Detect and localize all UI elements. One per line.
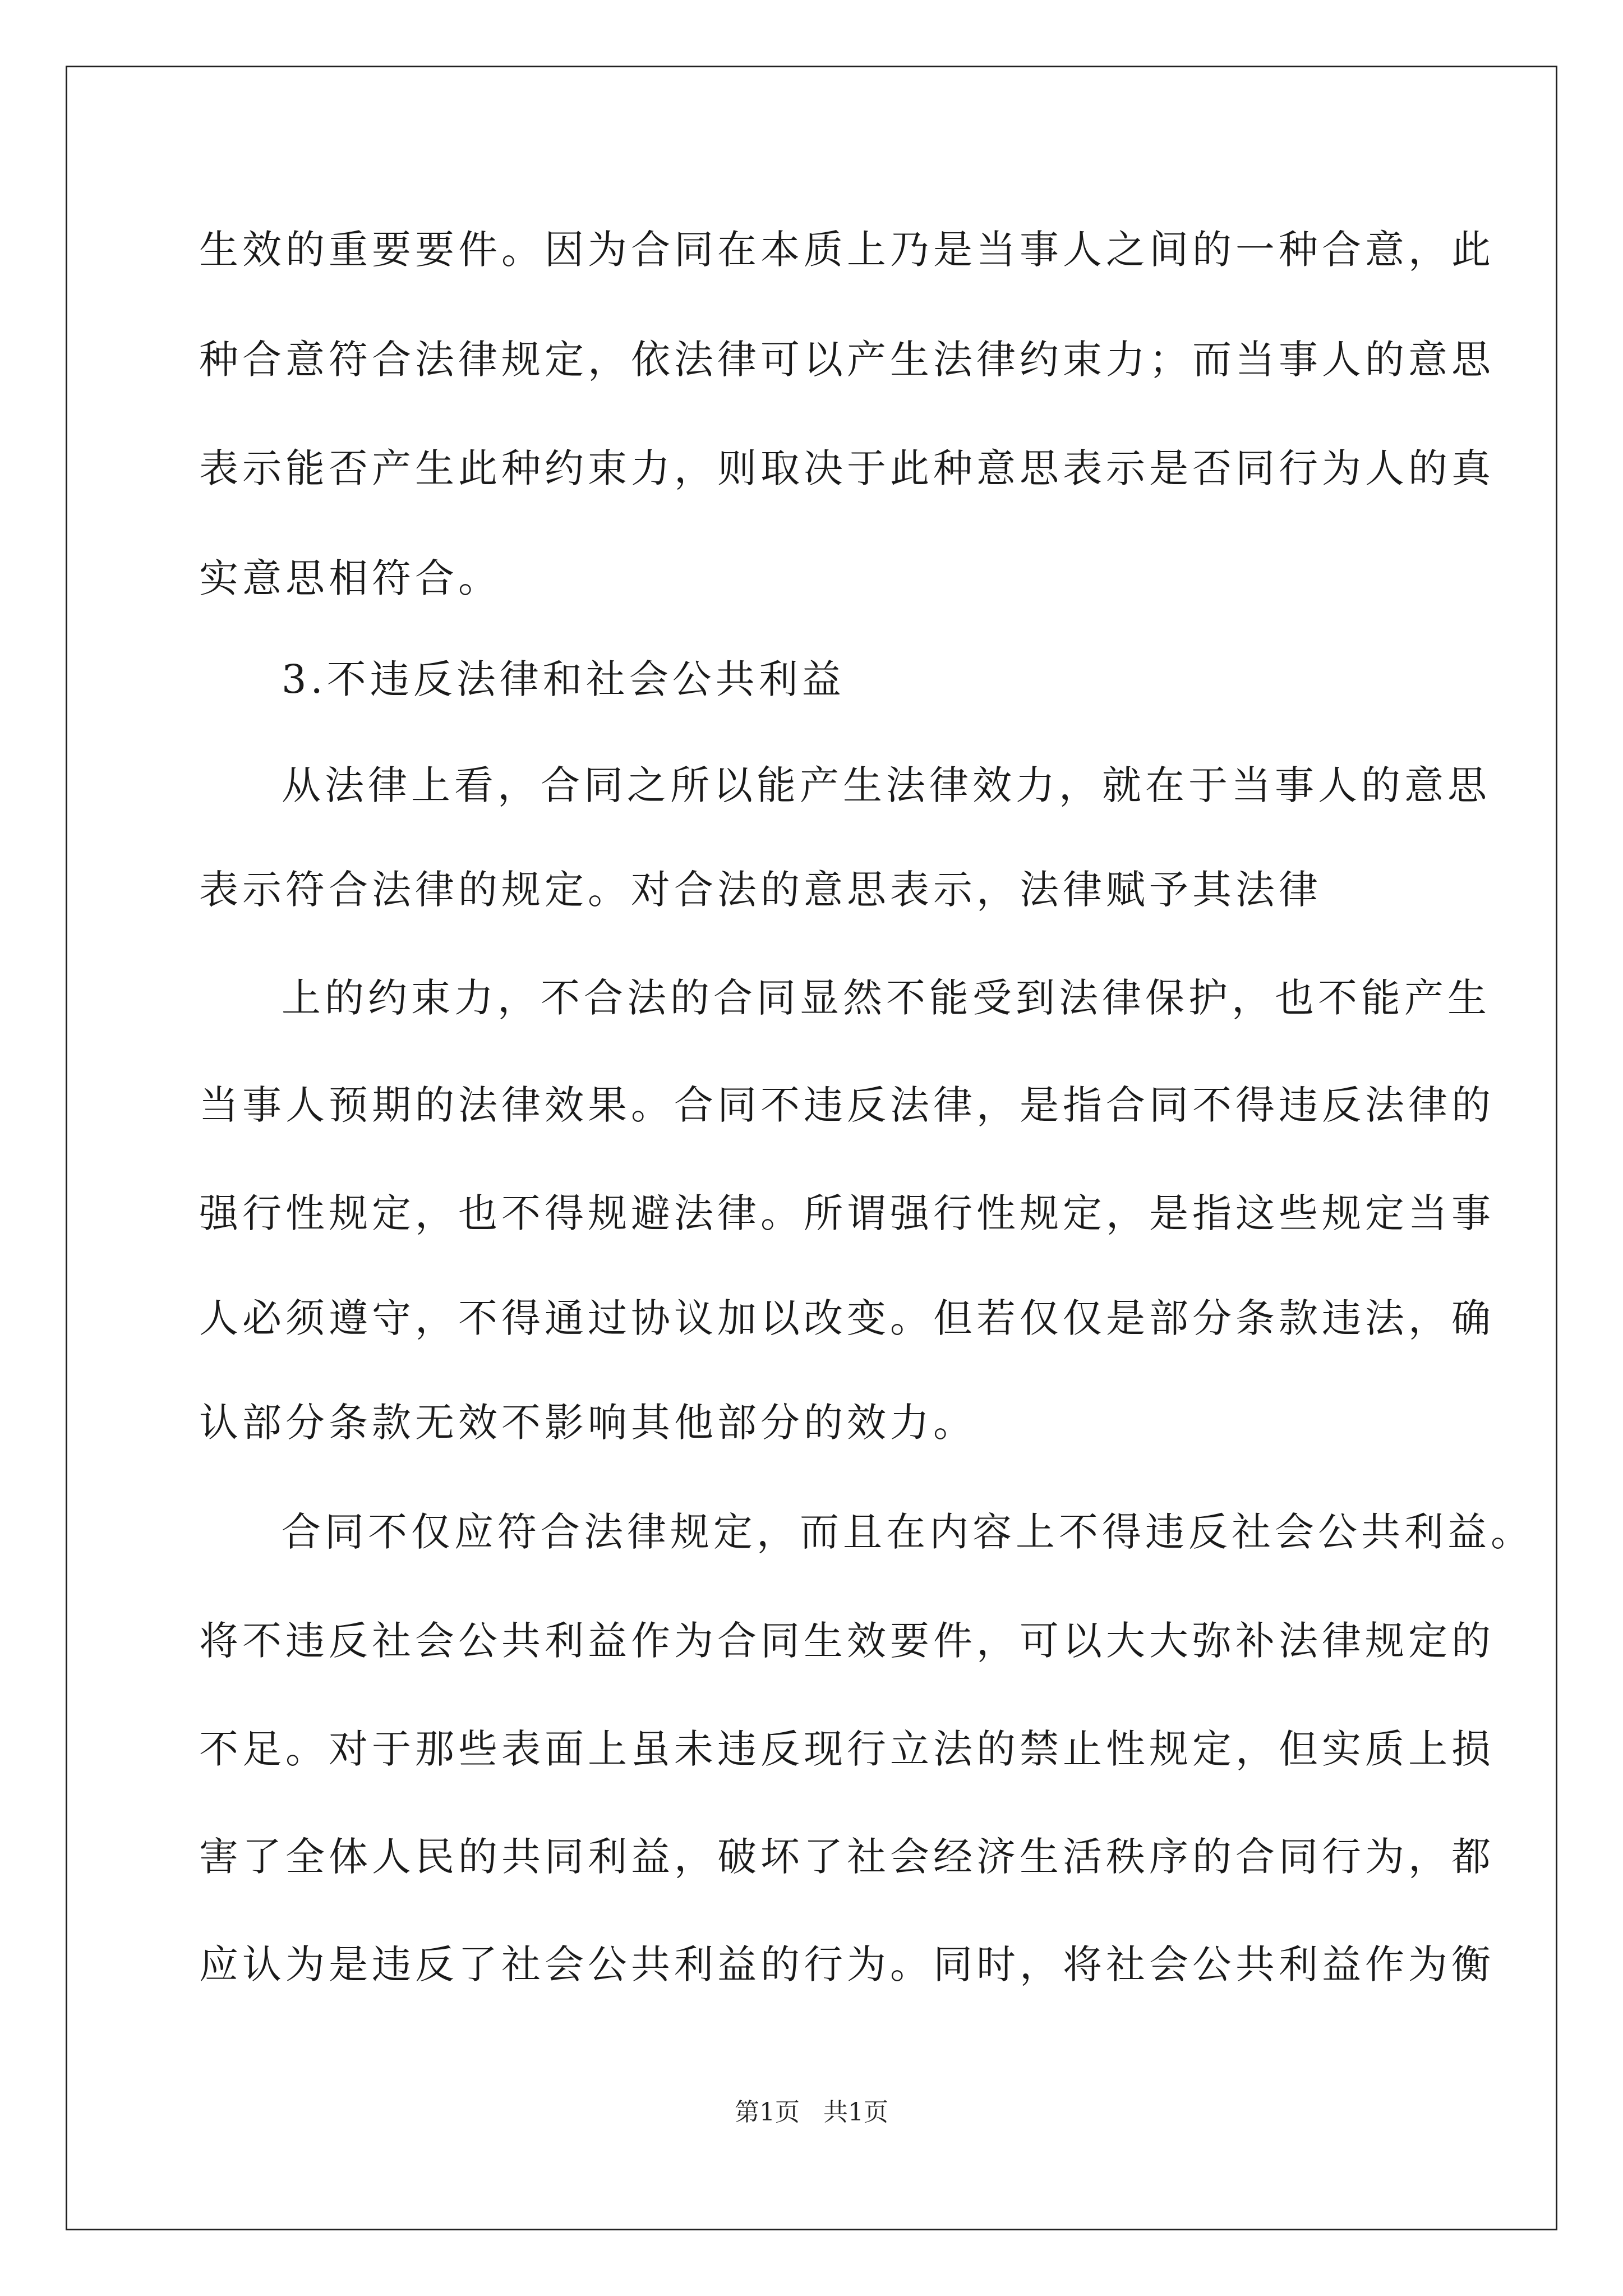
body-text-line: 害了全体人民的共同利益，破坏了社会经济生活秩序的合同行为，都 bbox=[199, 1834, 1495, 1880]
body-text-line: 不足。对于那些表面上虽未违反现行立法的禁止性规定，但实质上损 bbox=[199, 1726, 1495, 1772]
body-text-line: 表示符合法律的规定。对合法的意思表示，法律赋予其法律 bbox=[199, 867, 1322, 913]
body-text-line: 强行性规定，也不得规避法律。所谓强行性规定，是指这些规定当事 bbox=[199, 1190, 1495, 1236]
page-border bbox=[66, 66, 1557, 2230]
body-text-line: 认部分条款无效不影响其他部分的效力。 bbox=[199, 1400, 976, 1446]
body-text-line: 将不违反社会公共利益作为合同生效要件，可以大大弥补法律规定的 bbox=[199, 1618, 1495, 1664]
body-text-line: 从法律上看，合同之所以能产生法律效力，就在于当事人的意思 bbox=[282, 762, 1491, 808]
body-text-line: 人必须遵守，不得通过协议加以改变。但若仅仅是部分条款违法，确 bbox=[199, 1295, 1495, 1341]
body-text-line: 实意思相符合。 bbox=[199, 555, 501, 601]
page-number-footer: 第1页 共1页 bbox=[735, 2098, 888, 2127]
body-text-line: 合同不仅应符合法律规定，而且在内容上不得违反社会公共利益。 bbox=[282, 1509, 1534, 1555]
body-text-line: 种合意符合法律规定，依法律可以产生法律约束力；而当事人的意思 bbox=[199, 337, 1495, 383]
body-text-line: 生效的重要要件。因为合同在本质上乃是当事人之间的一种合意，此 bbox=[199, 227, 1495, 273]
body-text-line: 应认为是违反了社会公共利益的行为。同时，将社会公共利益作为衡 bbox=[199, 1941, 1495, 1987]
body-text-line: 当事人预期的法律效果。合同不违反法律，是指合同不得违反法律的 bbox=[199, 1082, 1495, 1128]
section-heading: 3.不违反法律和社会公共利益 bbox=[282, 656, 845, 702]
body-text-line: 表示能否产生此种约束力，则取决于此种意思表示是否同行为人的真 bbox=[199, 445, 1495, 491]
body-text-line: 上的约束力，不合法的合同显然不能受到法律保护，也不能产生 bbox=[282, 975, 1491, 1021]
